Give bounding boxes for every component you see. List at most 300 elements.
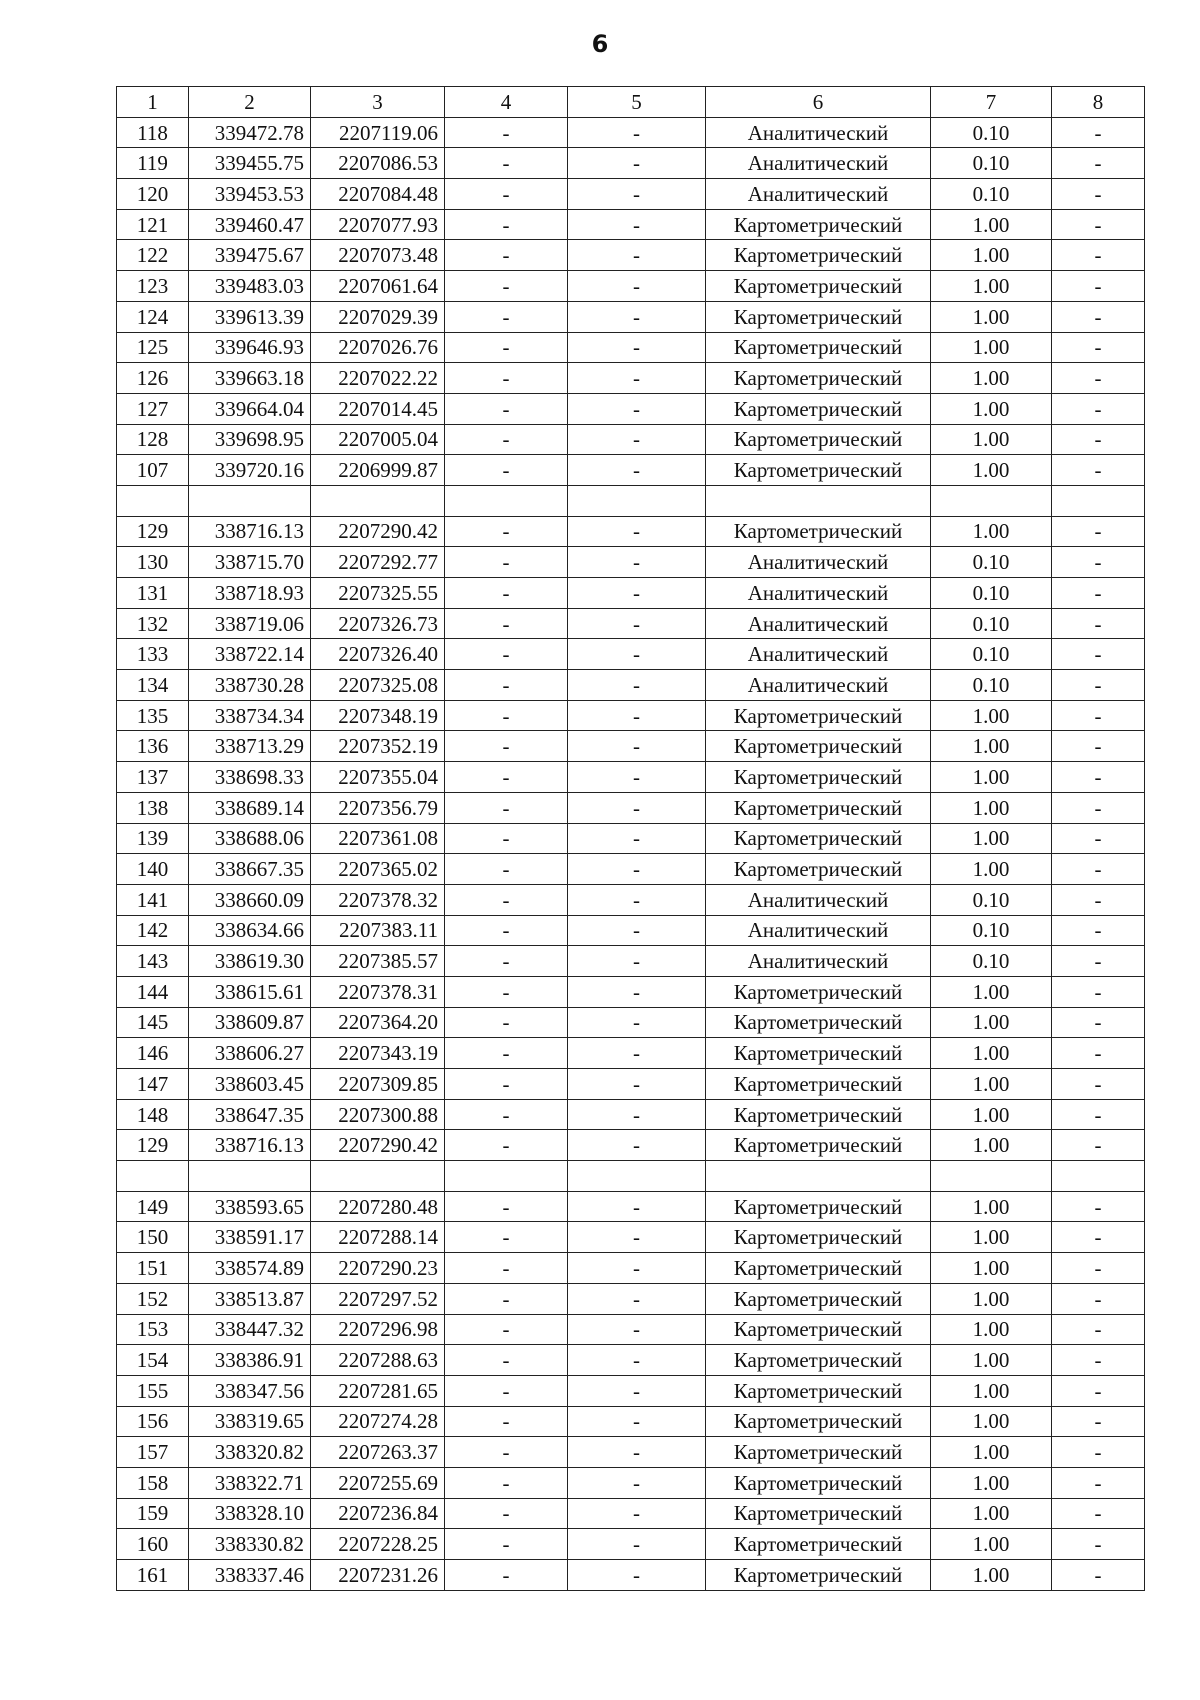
table-row xyxy=(117,608,1145,639)
table-cell: - xyxy=(445,578,568,609)
table-cell: - xyxy=(1052,1007,1145,1038)
table-cell: 1.00 xyxy=(931,976,1052,1007)
table-cell: Аналитический xyxy=(706,608,931,639)
table-cell: 339460.47 xyxy=(189,209,311,240)
table-row xyxy=(117,1498,1145,1529)
table-cell: 122 xyxy=(117,240,189,271)
table-cell: 338330.82 xyxy=(189,1529,311,1560)
table-cell: - xyxy=(1052,516,1145,547)
table-cell: 338615.61 xyxy=(189,976,311,1007)
table-cell: 1.00 xyxy=(931,332,1052,363)
table-cell: 2207014.45 xyxy=(311,393,445,424)
table-cell: 120 xyxy=(117,179,189,210)
table-cell: 0.10 xyxy=(931,670,1052,701)
table-cell: - xyxy=(568,884,706,915)
table-cell: - xyxy=(1052,608,1145,639)
table-cell: - xyxy=(568,1345,706,1376)
table-cell: - xyxy=(445,516,568,547)
header-cell: 1 xyxy=(117,87,189,118)
table-cell: - xyxy=(568,946,706,977)
table-cell: - xyxy=(568,301,706,332)
table-cell: 1.00 xyxy=(931,455,1052,486)
table-cell: - xyxy=(445,854,568,885)
table-cell xyxy=(311,1161,445,1192)
table-cell: - xyxy=(445,179,568,210)
table-cell: 2207309.85 xyxy=(311,1069,445,1100)
table-cell: - xyxy=(568,976,706,1007)
table-cell: 133 xyxy=(117,639,189,670)
table-cell: - xyxy=(1052,915,1145,946)
table-cell: - xyxy=(445,393,568,424)
table-cell: 142 xyxy=(117,915,189,946)
header-cell: 5 xyxy=(568,87,706,118)
table-cell: Аналитический xyxy=(706,578,931,609)
table-cell: - xyxy=(568,271,706,302)
table-cell: 338386.91 xyxy=(189,1345,311,1376)
table-cell: 338337.46 xyxy=(189,1560,311,1591)
table-cell: 339663.18 xyxy=(189,363,311,394)
table-cell: - xyxy=(568,424,706,455)
table-cell: 2207352.19 xyxy=(311,731,445,762)
table-cell: - xyxy=(445,1406,568,1437)
table-cell: 148 xyxy=(117,1099,189,1130)
table-cell: 2207378.31 xyxy=(311,976,445,1007)
table-row xyxy=(117,1099,1145,1130)
table-cell: 2207084.48 xyxy=(311,179,445,210)
table-cell: 339613.39 xyxy=(189,301,311,332)
table-cell: 1.00 xyxy=(931,731,1052,762)
table-cell: 1.00 xyxy=(931,1375,1052,1406)
table-cell: 338718.93 xyxy=(189,578,311,609)
table-row xyxy=(117,240,1145,271)
table-cell: 338603.45 xyxy=(189,1069,311,1100)
table-cell: 159 xyxy=(117,1498,189,1529)
table-cell: - xyxy=(445,792,568,823)
table-cell: 140 xyxy=(117,854,189,885)
table-cell: Картометрический xyxy=(706,1069,931,1100)
table-row xyxy=(117,1437,1145,1468)
table-row xyxy=(117,1406,1145,1437)
table-cell xyxy=(445,485,568,516)
table-cell: 119 xyxy=(117,148,189,179)
table-cell: 147 xyxy=(117,1069,189,1100)
table-cell: 1.00 xyxy=(931,1283,1052,1314)
table-cell: 2207026.76 xyxy=(311,332,445,363)
table-row xyxy=(117,700,1145,731)
table-cell: - xyxy=(1052,578,1145,609)
page-number: 6 xyxy=(591,30,609,58)
table-cell: - xyxy=(1052,1314,1145,1345)
table-cell: - xyxy=(445,455,568,486)
table-cell: 125 xyxy=(117,332,189,363)
table-cell: 339453.53 xyxy=(189,179,311,210)
table-cell: 135 xyxy=(117,700,189,731)
table-cell: - xyxy=(568,455,706,486)
table-cell: - xyxy=(445,639,568,670)
header-cell: 3 xyxy=(311,87,445,118)
table-cell: 0.10 xyxy=(931,915,1052,946)
table-cell: 2207077.93 xyxy=(311,209,445,240)
table-cell: 149 xyxy=(117,1191,189,1222)
table-cell: - xyxy=(568,117,706,148)
table-cell: 339720.16 xyxy=(189,455,311,486)
table-cell: - xyxy=(568,1253,706,1284)
table-cell: - xyxy=(1052,700,1145,731)
table-cell: - xyxy=(1052,976,1145,1007)
table-cell: 1.00 xyxy=(931,1560,1052,1591)
table-cell: 1.00 xyxy=(931,1437,1052,1468)
table-cell: 2207364.20 xyxy=(311,1007,445,1038)
table-cell: - xyxy=(568,823,706,854)
table-cell: Аналитический xyxy=(706,946,931,977)
table-cell: - xyxy=(568,762,706,793)
table-cell: 154 xyxy=(117,1345,189,1376)
table-cell: 136 xyxy=(117,731,189,762)
table-cell: - xyxy=(445,1222,568,1253)
table-cell: - xyxy=(445,117,568,148)
table-cell: - xyxy=(1052,1191,1145,1222)
table-row xyxy=(117,639,1145,670)
coordinates-table xyxy=(116,86,1145,1591)
table-row xyxy=(117,1161,1145,1192)
table-cell: - xyxy=(568,393,706,424)
table-row xyxy=(117,762,1145,793)
table-cell xyxy=(189,485,311,516)
table-cell: 0.10 xyxy=(931,547,1052,578)
table-cell: - xyxy=(445,915,568,946)
table-cell: - xyxy=(1052,1253,1145,1284)
table-cell: - xyxy=(568,1560,706,1591)
table-cell: Аналитический xyxy=(706,117,931,148)
table-cell: 338722.14 xyxy=(189,639,311,670)
table-cell: 0.10 xyxy=(931,117,1052,148)
table-cell: - xyxy=(568,1314,706,1345)
table-cell: - xyxy=(568,639,706,670)
table-cell: 2207236.84 xyxy=(311,1498,445,1529)
table-cell: 124 xyxy=(117,301,189,332)
table-cell xyxy=(189,1161,311,1192)
table-cell: 0.10 xyxy=(931,148,1052,179)
table-cell: - xyxy=(568,1099,706,1130)
table-cell: - xyxy=(568,1069,706,1100)
table-cell: 146 xyxy=(117,1038,189,1069)
table-cell: - xyxy=(1052,547,1145,578)
table-cell: 2207378.32 xyxy=(311,884,445,915)
table-cell: Аналитический xyxy=(706,670,931,701)
table-cell: 2207356.79 xyxy=(311,792,445,823)
table-cell: 1.00 xyxy=(931,1498,1052,1529)
table-cell: 338319.65 xyxy=(189,1406,311,1437)
table-cell: - xyxy=(568,1529,706,1560)
table-cell xyxy=(117,1161,189,1192)
table-cell: 143 xyxy=(117,946,189,977)
table-cell: 2207022.22 xyxy=(311,363,445,394)
table-cell: 2207119.06 xyxy=(311,117,445,148)
table-cell: 339646.93 xyxy=(189,332,311,363)
table-cell: - xyxy=(1052,363,1145,394)
table-cell: - xyxy=(1052,1130,1145,1161)
table-row xyxy=(117,271,1145,302)
table-row xyxy=(117,424,1145,455)
table-cell: 2207326.40 xyxy=(311,639,445,670)
table-cell: - xyxy=(1052,1222,1145,1253)
table-cell: - xyxy=(445,1437,568,1468)
table-cell: - xyxy=(568,1467,706,1498)
table-row xyxy=(117,946,1145,977)
table-cell: 152 xyxy=(117,1283,189,1314)
table-cell: Картометрический xyxy=(706,1560,931,1591)
table-cell: Картометрический xyxy=(706,1498,931,1529)
table-cell: - xyxy=(445,762,568,793)
table-cell: - xyxy=(445,1007,568,1038)
table-cell: 338698.33 xyxy=(189,762,311,793)
table-cell: - xyxy=(1052,1406,1145,1437)
table-cell: - xyxy=(568,854,706,885)
table-cell: - xyxy=(445,547,568,578)
table-cell: 145 xyxy=(117,1007,189,1038)
table-cell: 2207355.04 xyxy=(311,762,445,793)
table-cell xyxy=(311,485,445,516)
table-cell: 338716.13 xyxy=(189,516,311,547)
table-row xyxy=(117,516,1145,547)
table-cell: - xyxy=(445,1529,568,1560)
table-cell: Картометрический xyxy=(706,1099,931,1130)
table-cell: 161 xyxy=(117,1560,189,1591)
table-cell: - xyxy=(568,547,706,578)
table-cell: 339475.67 xyxy=(189,240,311,271)
table-cell: 1.00 xyxy=(931,271,1052,302)
table-cell: 1.00 xyxy=(931,1314,1052,1345)
table-cell: 1.00 xyxy=(931,700,1052,731)
table-cell: Картометрический xyxy=(706,209,931,240)
table-cell: 2207343.19 xyxy=(311,1038,445,1069)
table-cell: 2207297.52 xyxy=(311,1283,445,1314)
table-row xyxy=(117,976,1145,1007)
table-cell: - xyxy=(1052,670,1145,701)
table-cell: 338715.70 xyxy=(189,547,311,578)
table-cell: 338593.65 xyxy=(189,1191,311,1222)
table-cell xyxy=(706,485,931,516)
table-row xyxy=(117,1191,1145,1222)
table-cell: 338574.89 xyxy=(189,1253,311,1284)
table-cell: - xyxy=(1052,424,1145,455)
table-cell: - xyxy=(1052,455,1145,486)
table-cell: 338447.32 xyxy=(189,1314,311,1345)
table-cell: - xyxy=(445,976,568,1007)
table-cell: 1.00 xyxy=(931,1253,1052,1284)
table-cell: 158 xyxy=(117,1467,189,1498)
table-cell: - xyxy=(568,1038,706,1069)
table-cell: 2207281.65 xyxy=(311,1375,445,1406)
table-cell: 2206999.87 xyxy=(311,455,445,486)
table-cell: - xyxy=(1052,301,1145,332)
table-cell: 2207385.57 xyxy=(311,946,445,977)
table-cell: 338730.28 xyxy=(189,670,311,701)
table-cell: 339664.04 xyxy=(189,393,311,424)
table-cell: 134 xyxy=(117,670,189,701)
table-cell: Картометрический xyxy=(706,1038,931,1069)
table-cell: 339698.95 xyxy=(189,424,311,455)
table-cell: 0.10 xyxy=(931,578,1052,609)
table-cell: - xyxy=(445,1191,568,1222)
table-cell: - xyxy=(568,670,706,701)
table-cell: Картометрический xyxy=(706,700,931,731)
table-cell: Картометрический xyxy=(706,1283,931,1314)
table-cell: - xyxy=(445,731,568,762)
table-cell: 338719.06 xyxy=(189,608,311,639)
table-row xyxy=(117,823,1145,854)
table-cell: 2207061.64 xyxy=(311,271,445,302)
table-cell: Картометрический xyxy=(706,1191,931,1222)
header-cell: 4 xyxy=(445,87,568,118)
table-cell: Картометрический xyxy=(706,332,931,363)
header-cell: 2 xyxy=(189,87,311,118)
table-row xyxy=(117,1314,1145,1345)
table-cell: 127 xyxy=(117,393,189,424)
table-cell: - xyxy=(568,179,706,210)
table-cell: Картометрический xyxy=(706,762,931,793)
table-cell: - xyxy=(445,1314,568,1345)
table-cell: - xyxy=(1052,1375,1145,1406)
table-cell: Картометрический xyxy=(706,363,931,394)
table-cell: - xyxy=(1052,639,1145,670)
table-cell: Аналитический xyxy=(706,179,931,210)
table-cell: 137 xyxy=(117,762,189,793)
table-cell: 1.00 xyxy=(931,854,1052,885)
table-cell: - xyxy=(445,946,568,977)
table-cell: - xyxy=(568,731,706,762)
table-cell: 2207290.42 xyxy=(311,516,445,547)
table-cell: - xyxy=(445,1345,568,1376)
table-row xyxy=(117,1038,1145,1069)
table-cell: 1.00 xyxy=(931,762,1052,793)
table-cell: 1.00 xyxy=(931,792,1052,823)
table-cell: - xyxy=(445,1375,568,1406)
table-row xyxy=(117,301,1145,332)
table-cell: 338591.17 xyxy=(189,1222,311,1253)
table-cell: 150 xyxy=(117,1222,189,1253)
table-cell: 1.00 xyxy=(931,393,1052,424)
table-cell: 1.00 xyxy=(931,1130,1052,1161)
table-cell: Картометрический xyxy=(706,731,931,762)
table-cell: - xyxy=(445,332,568,363)
table-cell: 0.10 xyxy=(931,608,1052,639)
table-cell: 2207290.23 xyxy=(311,1253,445,1284)
table-cell: - xyxy=(445,1069,568,1100)
table-cell: - xyxy=(568,516,706,547)
table-cell: 2207325.08 xyxy=(311,670,445,701)
table-cell: 1.00 xyxy=(931,516,1052,547)
table-cell: 157 xyxy=(117,1437,189,1468)
table-row xyxy=(117,117,1145,148)
table-cell: Аналитический xyxy=(706,884,931,915)
table-cell: 107 xyxy=(117,455,189,486)
table-cell: 153 xyxy=(117,1314,189,1345)
table-cell: 338634.66 xyxy=(189,915,311,946)
table-cell: 339472.78 xyxy=(189,117,311,148)
table-row xyxy=(117,884,1145,915)
table-cell xyxy=(706,1161,931,1192)
table-cell: 338328.10 xyxy=(189,1498,311,1529)
table-row xyxy=(117,792,1145,823)
table-row xyxy=(117,578,1145,609)
table-cell: - xyxy=(568,1191,706,1222)
table-cell: 0.10 xyxy=(931,946,1052,977)
table-cell: - xyxy=(1052,393,1145,424)
table-body xyxy=(117,117,1145,1590)
table-cell: - xyxy=(1052,332,1145,363)
table-cell: - xyxy=(568,1222,706,1253)
table-cell: - xyxy=(445,823,568,854)
table-cell: 339455.75 xyxy=(189,148,311,179)
table-row xyxy=(117,854,1145,885)
table-row xyxy=(117,393,1145,424)
table-cell: 130 xyxy=(117,547,189,578)
table-cell: 2207255.69 xyxy=(311,1467,445,1498)
table-cell: Картометрический xyxy=(706,1437,931,1468)
table-cell: 151 xyxy=(117,1253,189,1284)
table-row xyxy=(117,179,1145,210)
table-cell: - xyxy=(568,363,706,394)
header-cell: 6 xyxy=(706,87,931,118)
table-row xyxy=(117,731,1145,762)
table-cell: - xyxy=(1052,731,1145,762)
table-cell: 2207383.11 xyxy=(311,915,445,946)
table-cell: - xyxy=(568,608,706,639)
table-row xyxy=(117,1467,1145,1498)
table-cell: - xyxy=(1052,1099,1145,1130)
table-cell: 1.00 xyxy=(931,1345,1052,1376)
table-cell: - xyxy=(1052,1498,1145,1529)
table-cell: Аналитический xyxy=(706,639,931,670)
table-cell xyxy=(568,1161,706,1192)
table-cell: - xyxy=(445,240,568,271)
table-cell: 338320.82 xyxy=(189,1437,311,1468)
table-cell: 338513.87 xyxy=(189,1283,311,1314)
table-cell: 1.00 xyxy=(931,1191,1052,1222)
table-cell: 2207326.73 xyxy=(311,608,445,639)
table-cell xyxy=(1052,1161,1145,1192)
table-cell: Картометрический xyxy=(706,1314,931,1345)
table-cell: 338606.27 xyxy=(189,1038,311,1069)
table-cell: - xyxy=(568,332,706,363)
table-row xyxy=(117,455,1145,486)
table-cell: - xyxy=(1052,209,1145,240)
table-cell: 338647.35 xyxy=(189,1099,311,1130)
table-cell: Картометрический xyxy=(706,792,931,823)
table-row xyxy=(117,670,1145,701)
table-cell: Картометрический xyxy=(706,1007,931,1038)
table-cell: - xyxy=(445,301,568,332)
table-cell: 1.00 xyxy=(931,301,1052,332)
table-cell: Картометрический xyxy=(706,1406,931,1437)
table-cell: - xyxy=(445,271,568,302)
table-cell: 338660.09 xyxy=(189,884,311,915)
table-cell: 2207005.04 xyxy=(311,424,445,455)
table-cell: - xyxy=(445,884,568,915)
table-cell: 1.00 xyxy=(931,1007,1052,1038)
table-cell: 2207231.26 xyxy=(311,1560,445,1591)
table-cell: - xyxy=(445,670,568,701)
table-cell: 156 xyxy=(117,1406,189,1437)
table-cell: 338734.34 xyxy=(189,700,311,731)
table-cell: - xyxy=(445,700,568,731)
table-cell: - xyxy=(445,1130,568,1161)
table-cell: 338689.14 xyxy=(189,792,311,823)
table-row xyxy=(117,1375,1145,1406)
table-cell: - xyxy=(568,1283,706,1314)
table-row xyxy=(117,1253,1145,1284)
